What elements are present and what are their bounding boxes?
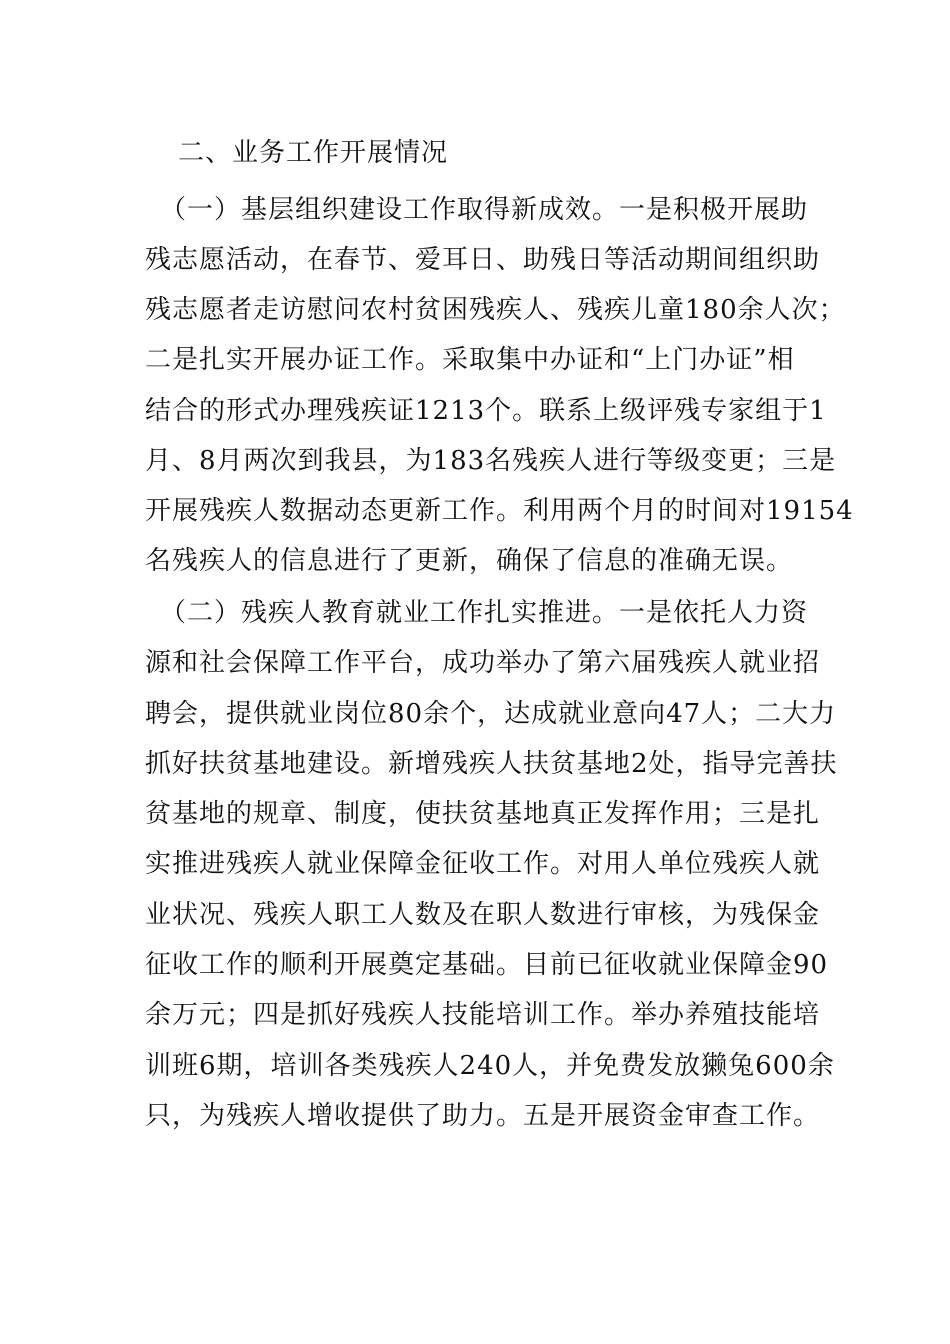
paragraph-line: 业状况、残疾人职工人数及在职人数进行审核，为残保金 [145, 900, 821, 930]
paragraph-line: 源和社会保障工作平台，成功举办了第六届残疾人就业招 [145, 648, 821, 678]
paragraph-line: 残志愿活动，在春节、爱耳日、助残日等活动期间组织助 [145, 245, 821, 275]
paragraph-line: 实推进残疾人就业保障金征收工作。对用人单位残疾人就 [145, 849, 821, 879]
paragraph-line: 聘会，提供就业岗位80余个，达成就业意向47人；二大力 [145, 699, 837, 729]
paragraph-line: 开展残疾人数据动态更新工作。利用两个月的时间对19154 [145, 496, 854, 526]
paragraph-line: 训班6期，培训各类残疾人240人，并免费发放獭兔600余 [145, 1051, 835, 1081]
paragraph-line: 抓好扶贫基地建设。新增残疾人扶贫基地2处，指导完善扶 [145, 749, 838, 779]
paragraph-line: 残志愿者走访慰问农村贫困残疾人、残疾儿童180余人次； [145, 295, 846, 325]
paragraph-line: 月、8月两次到我县，为183名残疾人进行等级变更；三是 [145, 446, 837, 476]
paragraph-line: （二）残疾人教育就业工作扎实推进。一是依托人力资 [160, 598, 809, 628]
paragraph-line: 二是扎实开展办证工作。采取集中办证和“上门办证”相 [145, 345, 795, 375]
section-heading: 二、业务工作开展情况 [178, 138, 449, 168]
paragraph-line: 贫基地的规章、制度，使扶贫基地真正发挥作用；三是扎 [145, 799, 821, 829]
paragraph-line: 名残疾人的信息进行了更新，确保了信息的准确无误。 [145, 546, 794, 576]
paragraph-line: 结合的形式办理残疾证1213个。联系上级评残专家组于1 [145, 396, 827, 426]
paragraph-line: 征收工作的顺利开展奠定基础。目前已征收就业保障金90 [145, 950, 829, 980]
paragraph-line: （一）基层组织建设工作取得新成效。一是积极开展助 [160, 195, 809, 225]
paragraph-line: 只，为残疾人增收提供了助力。五是开展资金审查工作。 [145, 1101, 821, 1131]
paragraph-line: 余万元；四是抓好残疾人技能培训工作。举办养殖技能培 [145, 1000, 821, 1030]
